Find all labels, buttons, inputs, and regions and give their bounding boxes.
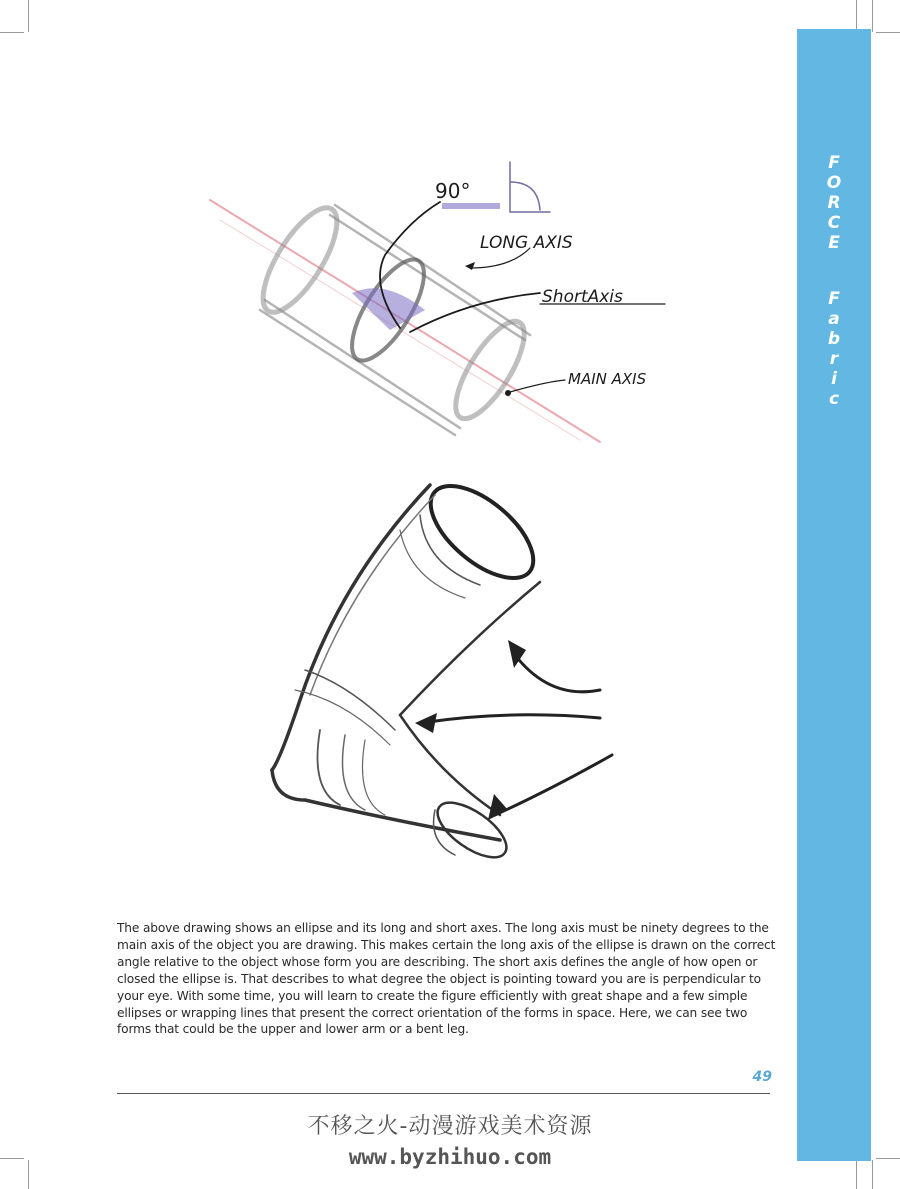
chapter-sidebar <box>797 29 871 1161</box>
page-number: 49 <box>752 1069 772 1085</box>
long-axis-label: LONG AXIS <box>480 233 573 253</box>
crop-mark <box>856 0 857 32</box>
bent-tube-drawing <box>250 470 630 890</box>
watermark-title: 不移之火-动漫游戏美术资源 <box>307 1114 593 1139</box>
angle-label: 90° <box>435 179 471 203</box>
footer-rule <box>117 1093 770 1094</box>
body-paragraph: The above drawing shows an ellipse and its long and short axes. The long axis must be ninety degrees to the main axis of the object you are drawing. This makes certain the long axis of the ellipse is drawn on the correct angle relative to the object whose form you are describing. The short axis defines the angle of how open or closed the ellipse is. That describes to what degree the object is pointing toward you are is perpendicular to your eye. With some time, you will learn to create the figure efficiently with great shape and a few simple ellipses or wrapping lines that present the correct orientation of the forms in space. Here, we can see two forms that could be the upper and lower arm or a bent leg. <box>117 921 776 1037</box>
short-axis-label: ShortAxis <box>542 287 623 307</box>
sidebar-word-force: F O R C E <box>826 153 842 253</box>
crop-mark <box>872 0 873 32</box>
main-axis-label: MAIN AXIS <box>568 370 647 388</box>
cylinder-axes-drawing <box>200 160 680 460</box>
crop-mark <box>28 0 29 32</box>
crop-mark <box>876 32 900 33</box>
sidebar-word-fabric: F a b r i c <box>827 289 841 409</box>
watermark-url: www.byzhihuo.com <box>348 1145 552 1169</box>
crop-mark <box>0 32 24 33</box>
angle-highlight <box>442 203 500 209</box>
